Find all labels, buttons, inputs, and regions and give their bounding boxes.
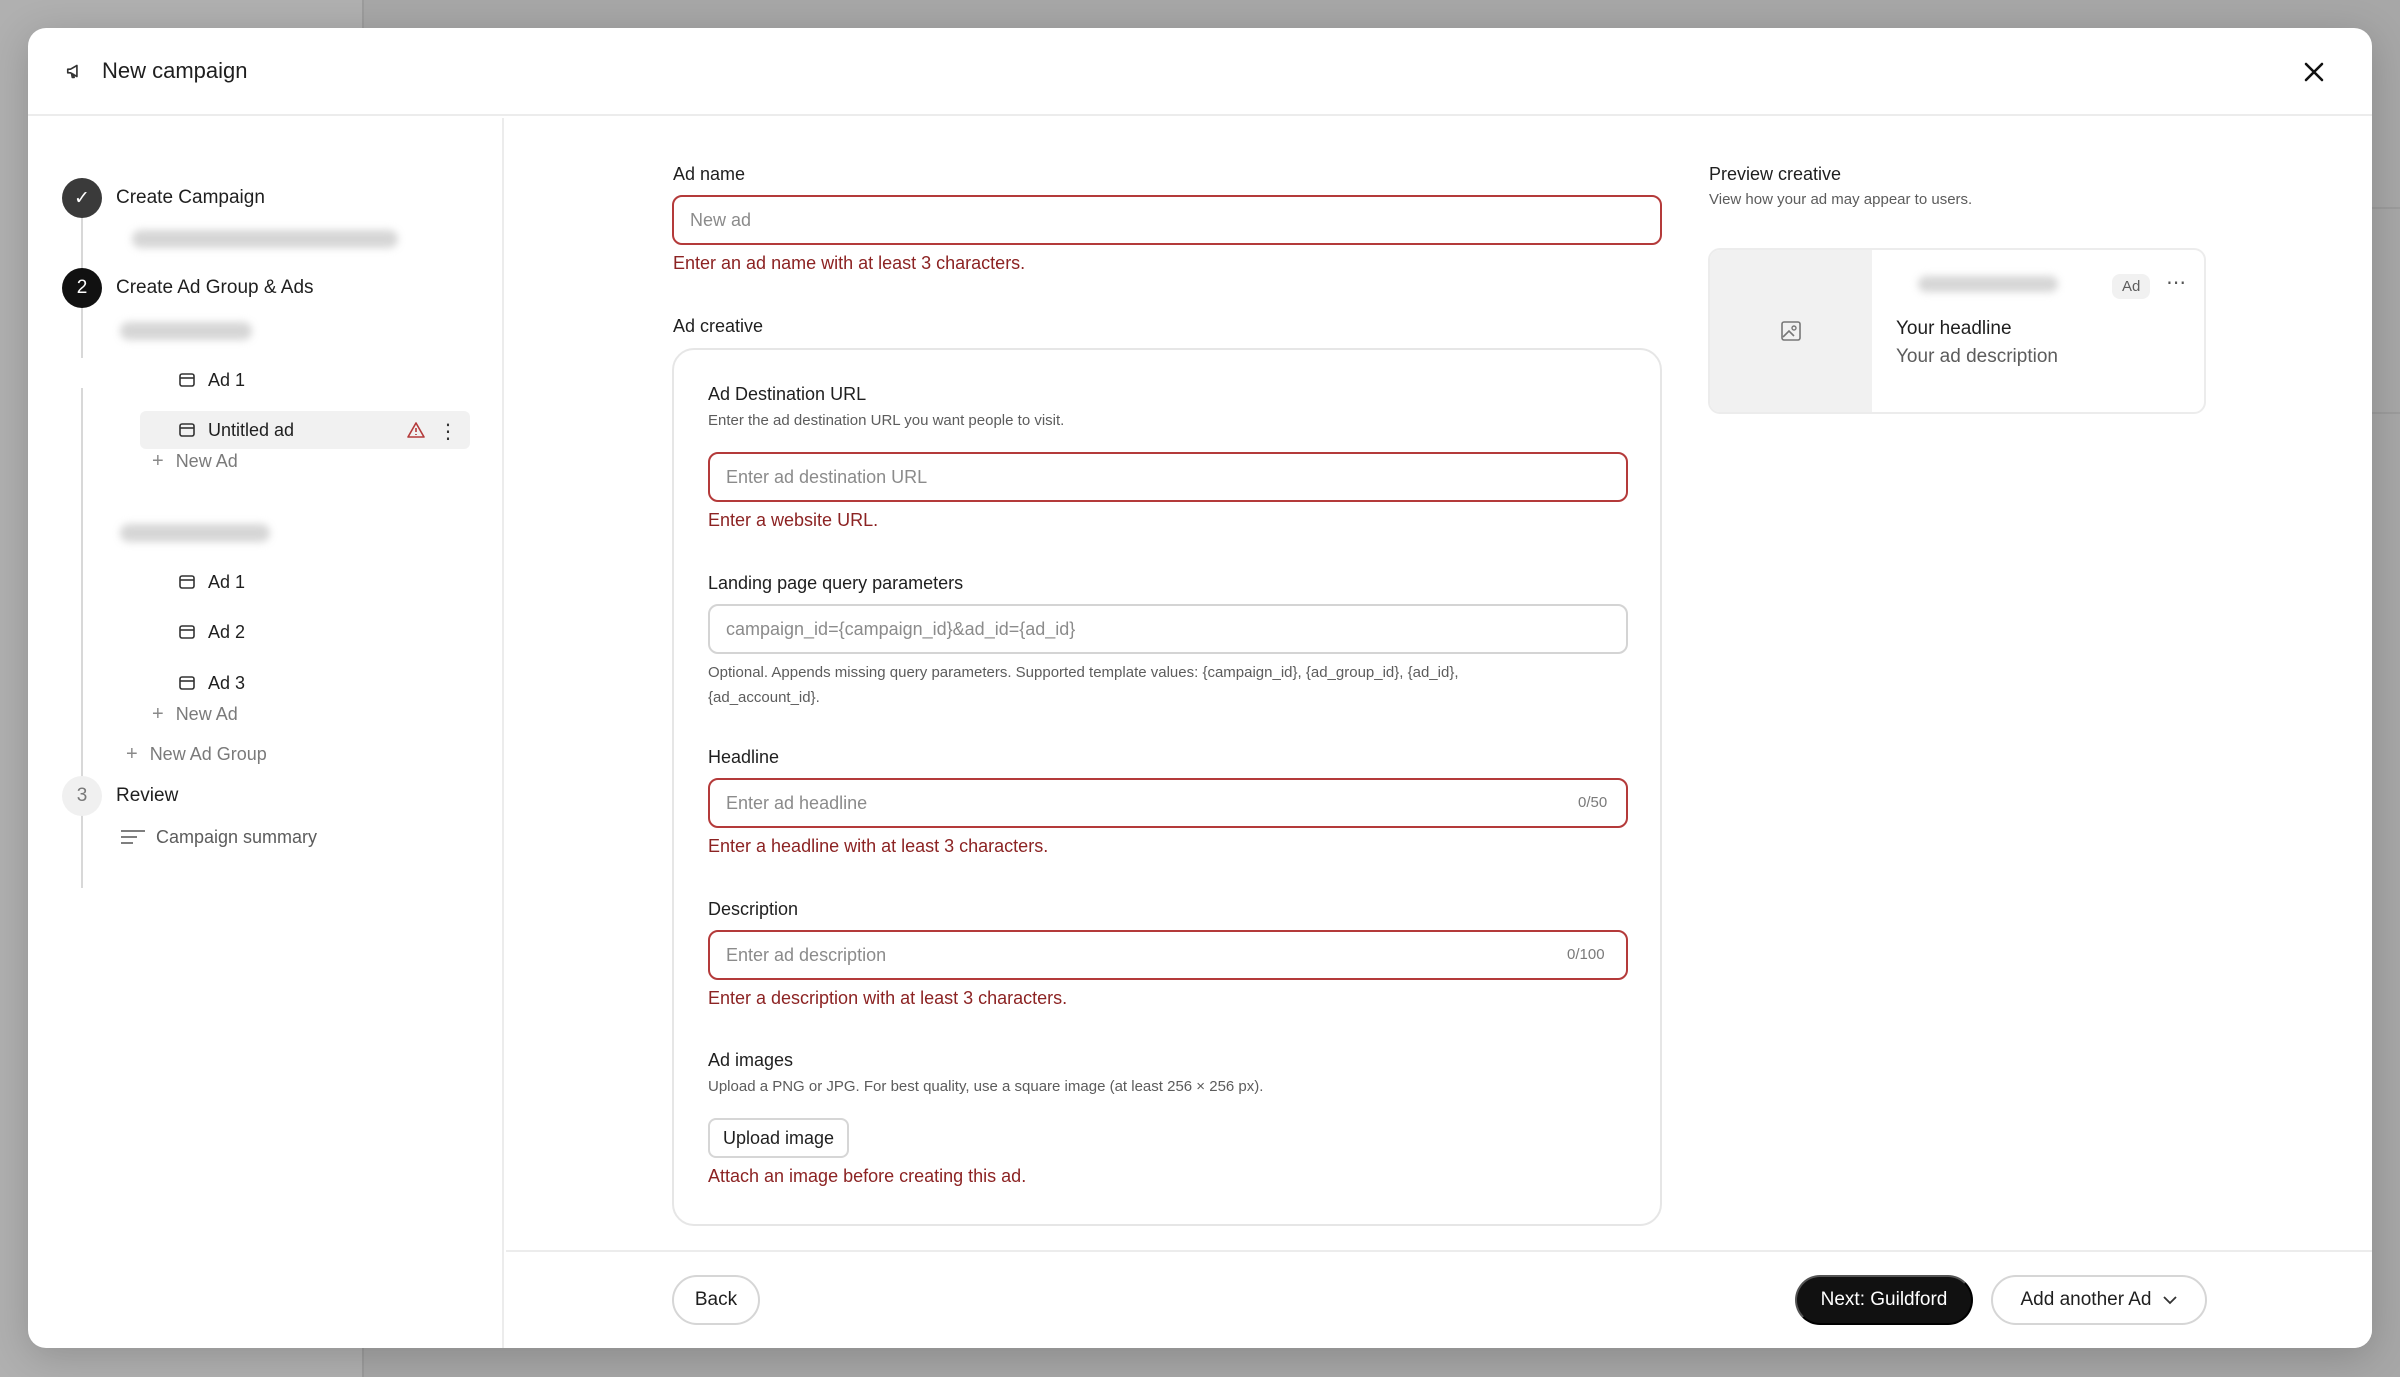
- plus-icon: +: [152, 702, 164, 725]
- new-ad-button[interactable]: [152, 446, 238, 476]
- sidebar-item-ad[interactable]: [148, 361, 275, 399]
- redacted-ad-group-name[interactable]: [120, 322, 252, 340]
- description-label: Description: [708, 899, 799, 919]
- redacted-campaign-name: [132, 230, 398, 248]
- ad-icon: [178, 623, 196, 641]
- step-number: 2: [62, 268, 102, 308]
- megaphone-icon: [62, 57, 90, 85]
- close-button[interactable]: [2296, 54, 2332, 90]
- destination-url-input[interactable]: [708, 452, 1628, 502]
- ad-name-label: Ad name: [673, 164, 746, 184]
- modal-header: [28, 28, 2372, 116]
- ad-images-help: Upload a PNG or JPG. For best quality, use a square image (at least 256 × 256 px).: [708, 1078, 1264, 1095]
- sidebar-item-ad[interactable]: [148, 664, 275, 702]
- warning-icon: [406, 421, 426, 444]
- more-options-icon[interactable]: ⋮: [438, 421, 458, 443]
- ad-icon: [178, 421, 196, 439]
- ad-name-error: Enter an ad name with at least 3 characters.: [673, 253, 1026, 273]
- next-button[interactable]: Next: Guildford: [1795, 1275, 1973, 1325]
- list-icon: [120, 828, 146, 846]
- sidebar-item-ad[interactable]: [148, 613, 275, 651]
- redacted-ad-group-name[interactable]: [120, 524, 270, 542]
- description-error: Enter a description with at least 3 characters.: [708, 988, 1068, 1008]
- modal-title: New campaign: [102, 58, 248, 83]
- ad-badge: Ad: [2112, 274, 2150, 299]
- new-ad-button[interactable]: [152, 699, 238, 729]
- upload-image-button[interactable]: Upload image: [708, 1118, 849, 1158]
- ad-icon: [178, 573, 196, 591]
- headline-input[interactable]: [708, 778, 1628, 828]
- sidebar-item-ad[interactable]: [148, 563, 275, 601]
- sidebar-item-label: Ad 2: [208, 621, 246, 642]
- more-options-icon[interactable]: ⋯: [2166, 272, 2187, 294]
- new-ad-group-button[interactable]: [126, 739, 267, 769]
- step-label: Create Ad Group & Ads: [116, 277, 314, 298]
- ad-icon: [178, 674, 196, 692]
- ad-preview-card: [1708, 248, 2206, 414]
- description-counter: 0/100: [1567, 946, 1605, 963]
- add-another-ad-label: Add another Ad: [2020, 1289, 2152, 1310]
- query-params-help-line1: Optional. Appends missing query parameters. Supported template values: {campaign_id}, {ad_group_id}, {ad_id},: [708, 664, 1459, 681]
- new-campaign-modal: [28, 28, 2372, 1348]
- step-number: 3: [62, 776, 102, 816]
- query-params-label: Landing page query parameters: [708, 573, 964, 593]
- ad-images-label: Ad images: [708, 1050, 794, 1070]
- image-placeholder: [1710, 250, 1872, 412]
- step-review[interactable]: [62, 776, 178, 816]
- new-ad-label: New Ad: [175, 450, 238, 471]
- step-label: Review: [116, 785, 179, 806]
- ad-images-error: Attach an image before creating this ad.: [708, 1166, 1027, 1186]
- query-params-input[interactable]: [708, 604, 1628, 654]
- image-icon: [1780, 320, 1802, 342]
- ad-name-input[interactable]: [672, 195, 1662, 245]
- campaign-summary-link[interactable]: [120, 822, 317, 852]
- headline-error: Enter a headline with at least 3 characters.: [708, 836, 1049, 856]
- description-input[interactable]: [708, 930, 1628, 980]
- headline-label: Headline: [708, 747, 780, 767]
- sidebar-item-label: Untitled ad: [208, 419, 295, 440]
- new-ad-label: New Ad: [175, 703, 238, 724]
- close-icon: [2302, 60, 2326, 84]
- plus-icon: +: [152, 449, 164, 472]
- sidebar-item-label: Ad 1: [208, 571, 246, 592]
- new-ad-group-label: New Ad Group: [149, 743, 267, 764]
- step-create-campaign[interactable]: [62, 178, 265, 218]
- add-another-ad-button[interactable]: [1991, 1275, 2207, 1325]
- check-icon: ✓: [62, 178, 102, 218]
- headline-counter: 0/50: [1578, 794, 1608, 811]
- destination-url-help: Enter the ad destination URL you want people to visit.: [708, 412, 1065, 429]
- step-create-ad-group[interactable]: [62, 268, 314, 308]
- sidebar-item-label: Ad 1: [208, 369, 246, 390]
- back-button[interactable]: Back: [672, 1275, 760, 1325]
- chevron-down-icon: [2162, 1295, 2178, 1305]
- plus-icon: +: [126, 742, 138, 765]
- sidebar-item-label: Ad 3: [208, 672, 246, 693]
- step-label: Create Campaign: [116, 187, 265, 208]
- preview-headline: Your headline: [1896, 318, 2012, 339]
- query-params-help-line2: {ad_account_id}.: [708, 689, 820, 706]
- campaign-summary-label: Campaign summary: [156, 826, 318, 847]
- ad-creative-label: Ad creative: [673, 316, 764, 336]
- preview-description: Your ad description: [1896, 346, 2058, 367]
- preview-title: Preview creative: [1709, 164, 1842, 184]
- ad-icon: [178, 371, 196, 389]
- destination-url-error: Enter a website URL.: [708, 510, 879, 530]
- redacted-advertiser-name: [1918, 276, 2058, 292]
- sidebar-item-untitled-ad[interactable]: [140, 411, 470, 449]
- preview-subtitle: View how your ad may appear to users.: [1709, 191, 1973, 208]
- campaign-stepper: [28, 118, 504, 1348]
- destination-url-label: Ad Destination URL: [708, 384, 867, 404]
